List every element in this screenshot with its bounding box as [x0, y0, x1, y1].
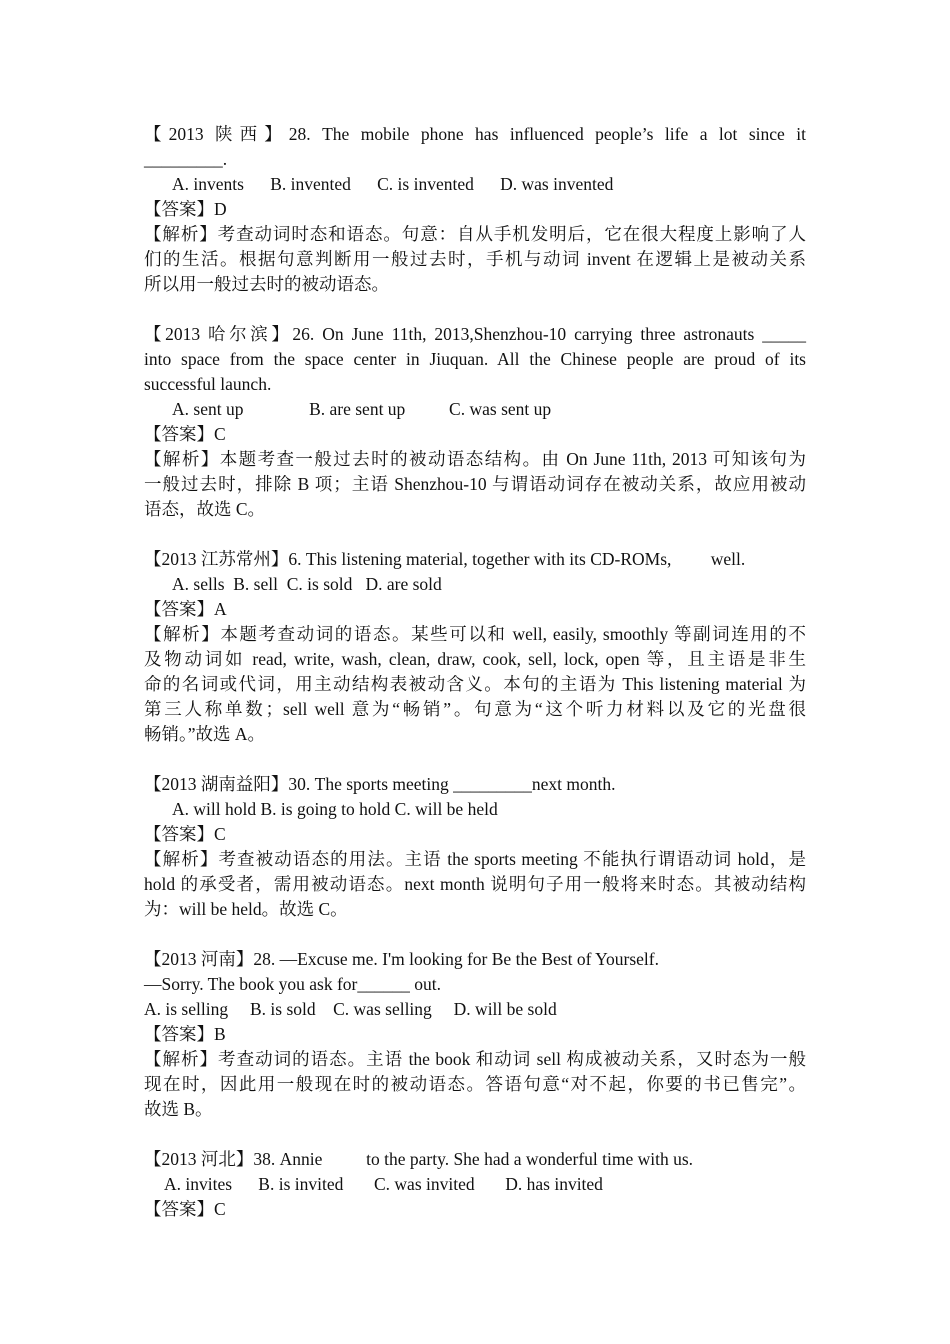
question-stem-line: 【2013 湖南益阳】30. The sports meeting _________next month. [144, 774, 616, 794]
question-stem-line: —Sorry. The book you ask for______ out. [144, 974, 441, 994]
analysis-line: 们的生活。根据句意判断用一般过去时，手机与动词 invent 在逻辑上是被动关系 [144, 249, 806, 269]
spacer [144, 922, 806, 947]
analysis-line: 现在时，因此用一般现在时的被动语态。答语句意“对不起，你要的书已售完”。 [144, 1074, 806, 1094]
answer-key: 【答案】B [144, 1024, 226, 1044]
question-stem-line: 【2013 河北】38. Annie to the party. She had a wonderful time with us. [144, 1149, 694, 1169]
answer-key: 【答案】C [144, 1199, 226, 1219]
analysis-line: 【解析】考查动词时态和语态。句意：自从手机发明后，它在很大程度上影响了人 [144, 224, 806, 244]
answer-options: A. sent up B. are sent up C. was sent up [172, 399, 552, 419]
document-page [144, 122, 806, 1222]
question-stem-line: 【2013 哈尔滨】26. On June 11th, 2013,Shenzhou-10 carrying three astronauts _____ [144, 324, 806, 344]
answer-options: A. invents B. invented C. is invented D. was invented [172, 174, 614, 194]
analysis-line: 【解析】本题考查一般过去时的被动语态结构。由 On June 11th, 2013 可知该句为 [144, 449, 806, 469]
question-stem-line: successful launch. [144, 374, 272, 394]
analysis-line: 畅销。”故选 A。 [144, 724, 266, 744]
spacer [144, 297, 806, 322]
analysis-line: 命的名词或代词，用主动结构表被动含义。本句的主语为 This listening material 为 [144, 674, 806, 694]
analysis-line: 语态，故选 C。 [144, 499, 266, 519]
answer-options: A. invites B. is invited C. was invited D. has invited [164, 1174, 603, 1194]
question-block-4 [144, 772, 806, 922]
answer-key: 【答案】D [144, 199, 227, 219]
analysis-line: hold 的承受者，需用被动语态。next month 说明句子用一般将来时态。其被动结构 [144, 874, 806, 894]
analysis-line: 故选 B。 [144, 1099, 213, 1119]
analysis-line: 为：will be held。故选 C。 [144, 899, 348, 919]
question-stem-line: into space from the space center in Jiuquan. All the Chinese people are proud of its [144, 349, 806, 369]
answer-options: A. will hold B. is going to hold C. will be held [172, 799, 498, 819]
question-stem-line: 【2013 江苏常州】6. This listening material, together with its CD-ROMs, well. [144, 549, 746, 569]
spacer [144, 1122, 806, 1147]
analysis-line: 第三人称单数；sell well 意为“畅销”。句意为“这个听力材料以及它的光盘很 [144, 699, 806, 719]
answer-key: 【答案】A [144, 599, 227, 619]
spacer [144, 747, 806, 772]
analysis-line: 一般过去时，排除 B 项；主语 Shenzhou-10 与谓语动词存在被动关系，故应用被动 [144, 474, 806, 494]
analysis-line: 【解析】考查动词的语态。主语 the book 和动词 sell 构成被动关系，又时态为一般 [144, 1049, 806, 1069]
question-stem-line: 【2013 河南】28. —Excuse me. I'm looking for Be the Best of Yourself. [144, 949, 659, 969]
answer-key: 【答案】C [144, 424, 226, 444]
question-block-5 [144, 947, 806, 1122]
spacer [144, 522, 806, 547]
question-stem-line: 【2013 陕西】28. The mobile phone has influenced people’s life a lot since it [144, 124, 806, 144]
analysis-line: 【解析】本题考查动词的语态。某些可以和 well, easily, smoothly 等副词连用的不 [144, 624, 806, 644]
answer-options: A. sells B. sell C. is sold D. are sold [172, 574, 442, 594]
question-block-2 [144, 322, 806, 522]
analysis-line: 所以用一般过去时的被动语态。 [144, 274, 389, 294]
answer-options: A. is selling B. is sold C. was selling D. will be sold [144, 999, 557, 1019]
analysis-line: 【解析】考查被动语态的用法。主语 the sports meeting 不能执行谓语动词 hold，是 [144, 849, 806, 869]
question-block-3 [144, 547, 806, 747]
question-stem-line: _________. [144, 149, 228, 169]
question-block-6 [144, 1147, 806, 1222]
question-block-1 [144, 122, 806, 297]
analysis-line: 及物动词如 read, write, wash, clean, draw, cook, sell, lock, open 等，且主语是非生 [144, 649, 806, 669]
answer-key: 【答案】C [144, 824, 226, 844]
